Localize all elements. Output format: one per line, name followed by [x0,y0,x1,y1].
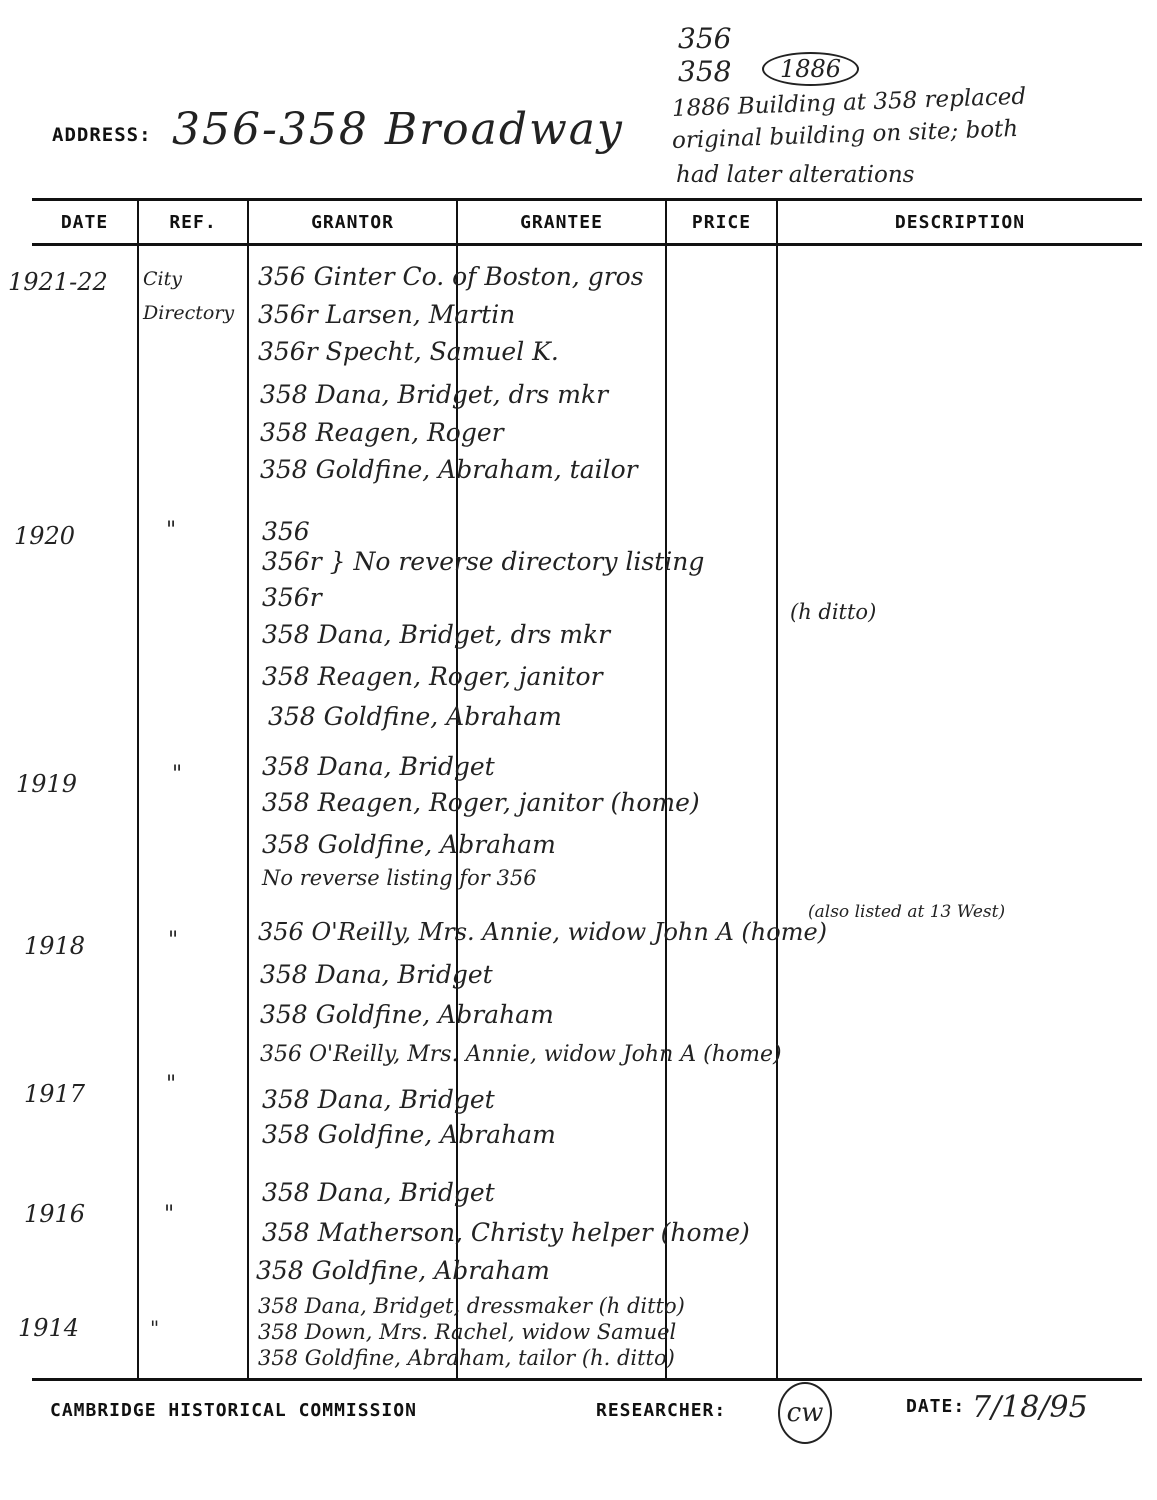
entry-ref: " [168,928,179,953]
entry-line: 358 Down, Mrs. Rachel, widow Samuel [258,1320,677,1344]
entry-line: 356r [262,583,322,612]
entry-ref: " [150,1316,160,1340]
entry-line: 358 Goldfine, Abraham, tailor (h. ditto) [258,1346,675,1370]
entry-line: 358 Matherson, Christy helper (home) [262,1218,750,1247]
entry-line: 356 O'Reilly, Mrs. Annie, widow John A (home) [260,1042,782,1067]
entry-line: 358 Dana, Bridget [262,752,495,781]
entry-line: 358 Reagen, Roger, janitor (home) [262,788,700,817]
address-value: 356-358 Broadway [172,104,624,155]
entry-ref: " [164,1202,175,1227]
entry-line: No reverse listing for 356 [262,866,537,890]
entry-line: 358 Dana, Bridget [262,1178,495,1207]
entry-line: 358 Goldfine, Abraham [262,830,556,859]
entry-line: 356 Ginter Co. of Boston, gros [258,262,644,291]
entry-line: 358 Dana, Bridget, dressmaker (h ditto) [258,1294,685,1318]
column-header-date: DATE [60,212,109,233]
entry-ref: " [166,1072,177,1097]
column-header-grantee: GRANTEE [520,212,603,233]
commission-name: CAMBRIDGE HISTORICAL COMMISSION [50,1400,417,1421]
column-header-price: PRICE [691,212,752,233]
column-header-grantor: GRANTOR [311,212,394,233]
researcher-initials: cw [778,1382,832,1444]
entry-line: 356r Larsen, Martin [258,300,516,329]
entry-line: 358 Goldfine, Abraham [268,702,562,731]
note-year-circled: 1886 [762,52,859,86]
entry-line: 358 Reagen, Roger, janitor [262,662,603,691]
divider-date-ref [137,200,139,1378]
entry-line: 358 Reagen, Roger [260,418,504,447]
entry-description: (also listed at 13 West) [808,902,1006,922]
divider-ref-grantor [247,200,249,1378]
entry-line: 356r } No reverse directory listing [262,547,705,576]
entry-date: 1920 [14,522,76,550]
entry-line: 358 Goldfine, Abraham [260,1000,554,1029]
note-line-3: had later alterations [676,162,915,188]
date-value: 7/18/95 [972,1390,1088,1425]
date-label: DATE: [906,1396,966,1417]
column-header-description: DESCRIPTION [894,212,1026,233]
entry-date: 1918 [24,932,86,960]
address-label: ADDRESS: [52,124,152,146]
table-top-rule [32,198,1142,201]
entry-date: 1921-22 [8,268,108,296]
entry-ref: " [166,518,177,543]
entry-date: 1917 [24,1080,86,1108]
column-header-ref: REF. [169,212,217,233]
note-number-356: 356 [678,22,732,55]
entry-line: 358 Dana, Bridget [260,960,493,989]
entry-line: 356 [262,517,310,546]
entry-date: 1914 [18,1314,80,1342]
researcher-label: RESEARCHER: [596,1400,727,1421]
table-bottom-rule [32,1378,1142,1381]
note-number-358: 358 [678,55,732,88]
divider-price-description [776,200,778,1378]
entry-description: (h ditto) [790,600,877,624]
entry-ref: " [172,762,183,787]
entry-line: 356r Specht, Samuel K. [258,337,559,366]
entry-date: 1919 [16,770,78,798]
entry-line: 358 Dana, Bridget, drs mkr [260,380,609,409]
entry-line: 358 Dana, Bridget, drs mkr [262,620,611,649]
entry-ref: City Directory [143,268,235,324]
entry-line: 356 O'Reilly, Mrs. Annie, widow John A (home) [258,918,828,946]
entry-date: 1916 [24,1200,86,1228]
note-line-2: original building on site; both [671,115,1019,154]
header-bottom-rule [32,243,1142,246]
entry-line: 358 Dana, Bridget [262,1085,495,1114]
entry-line: 358 Goldfine, Abraham, tailor [260,455,638,484]
entry-line: 358 Goldfine, Abraham [262,1120,556,1149]
note-line-1: 1886 Building at 358 replaced [671,83,1027,122]
entry-line: 358 Goldfine, Abraham [256,1256,550,1285]
